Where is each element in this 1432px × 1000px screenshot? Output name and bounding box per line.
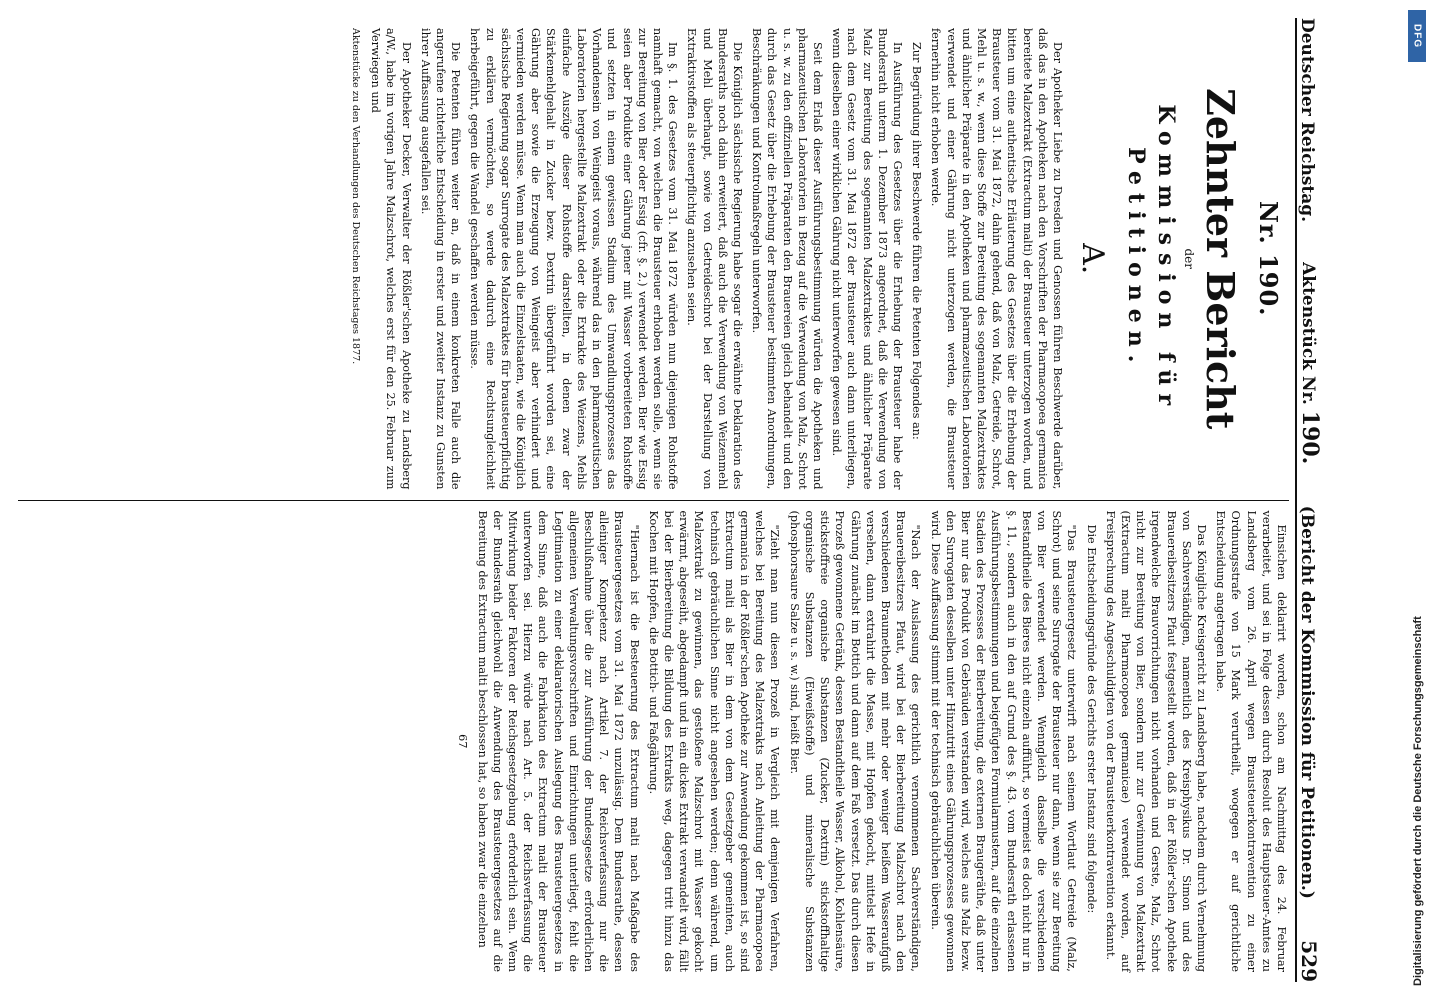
page-number: 529 [1297,940,1321,982]
report-title: Zehnter Bericht [1198,88,1243,430]
digitization-note: Digitalisierung gefördert durch die Deutsche Forschungsgemeinschaft [1412,616,1424,986]
dfg-logo: DFG [1408,10,1426,62]
right-column [18,500,1289,983]
text-columns [18,18,1289,982]
paragraph: Einsichen deklarirt worden, schon am Nachmittag des 24. Februar verarbeitet, und sei in Folge dessen durch Resolut des Hauptsteuer-Amtes zu Landsberg vom 26. April wegen Brausteuerkontravention zu einer Ordnungsstrafe von 15 Mark verurtheilt, wogegen er auf gerichtliche Entscheidung angetragen habe. [1214,510,1288,972]
header-document-number [1297,262,1323,464]
report-commission: Kommission für Petitionen. [1123,104,1179,414]
paragraph: Der Apotheker Liebe zu Dresden und Genossen führen Beschwerde darüber, daß das in den Apotheken nach den Vorschriften der Pharmacopoea germanica bereitete Malzextrakt (Extractum malti) der Brausteuer unterzogen worden, und bitten um eine authentische Erläuterung des Gesetzes über die Erhebung der Brausteuer vom 31. Mai 1872, dahin gehend, daß von Malz, Getreide, Schrot, Mehl u. s. w., wenn diese Stoffe zur Bereitung des sogenannten Malzextraktes und ähnlicher Präparate in den Apotheken und pharmazeutischen Laboratorien verwendet und einer Gährung nicht unterzogen werden, die Brausteuer fernerhin nicht erhoben werde. [929,28,1064,490]
paragraph: Zur Begründung ihrer Beschwerde führen die Petenten Folgendes an: [910,42,924,440]
paragraph: Die Petenten führen weiter an, daß in einem konkreten Falle auch die angerufene richterliche Entscheidung in erster und zweiter Instanz zu Gunsten ihrer Auffassung ausgefallen sei. [418,28,463,490]
sheet-signature: 67 [456,734,470,749]
paragraph: "Das Brausteuergesetz unterwirft nach seinem Wortlaut Getreide (Malz, Schrot) und seine Surrogate der Brausteuer nur dann, wenn sie zur Bereitung von Bier verwendet werden. Wenngleich dasselbe die verschiedenen Bestandtheile des Bieres nicht einzeln aufführt, so vermeist es doch nicht nur in §. 11., sondern auch in den auf Grund des §. 43. vom Bundesrath erlassenen Ausführungsbestimmungen und beigefügten Formularmustern, auf die einzelnen Stadien des Prozesses der Bierbereitung, die externen Braugeräthe, daß unter Bier nur das Produkt von Gebräuden verstanden wird, welches aus Malz bezw. den Surrogaten desselben unter Hinzutritt eines Gährungsprozesses gewonnen wird. Diese Auffassung stimmt mit der technisch gebräuchlichen überein. [928,510,1079,972]
report-number: Nr. 190. [1254,200,1283,317]
left-column [18,18,1289,500]
footnote: Aktenstücke zu den Verhandlungen des Deutschen Reichstages 1877. [350,28,362,365]
report-title-block [1075,28,1283,490]
paragraph: "Hiernach ist die Besteuerung des Extractum malti nach Maßgabe des Brausteuergesetzes vom 31. Mai 1872 unzulässig. Dem Bundesrathe, dessen alleiniger Kompetenz nach Artikel 7. der Reichsverfassung nur die Beschlußnahme über die zur Ausführung der Bundesgesetze erforderlichen allgemeinen Verwaltungsvorschriften und Einrichtungen unterliegt, fehlt die Legitimation zu einer deklaratorischen Auslegung des Brausteuergesetzes in dem Sinne, daß auch die Fabrikation des Extractum malti der Brausteuer unterworfen sei. Hierzu würde nach Art. 5. der Reichsverfassung die Mitwirkung beider Faktoren der Reichsgesetzgebung erforderlich sein. Wenn der Bundesrath gleichwohl die Anwendung des Brausteuergesetzes auf die Bereitung des Extractum malti beschlossen hat, so haben zwar die einzelnen [475,510,641,972]
paragraph: Im §. 1. des Gesetzes vom 31. Mai 1872 würden nun diejenigen Rohstoffe namhaft gemacht, von welchen die Brausteuer erhoben werden solle, wenn sie zur Bereitung von Bier oder Essig (cfr. §. 2.) verwendet werden. Bier wie Essig seien aber Produkte einer Gährung jener mit Wasser vorbereiteten Rohstoffe und setzten in einem gewissen Stadium des Umwandlungsprozesses das Vorhandensein von Weingeist voraus, während das in den pharmazeutischen Laboratorien hergestellte Malzextrakt oder die Extrakte des Weizens, Mehls einfache Auszüge dieser Rohstoffe darstellten, in denen zwar der Stärkemehlgehalt in Zucker bezw. Dextrin übergeführt worden sei, eine Gährung aber sowie die Erzeugung von Weingeist aber verhindert und vermieden werden müsse. Wenn man auch die Einzelstaaten, wie die Königlich sächsische Regierung sogar Surrogate des Malzextraktes für brausteuerpflichtig zu erklären vermöchten, so werde dadurch eine Rechtsungleichheit herbeigeführt, gegen die Wandel geschaffen werden müsse. [468,28,680,490]
report-title-der: der [1182,248,1196,270]
paragraph: Die Entscheidungsgründe des Gerichts erster Instanz sind folgende: [1084,524,1098,914]
paragraph: Seit dem Erlaß dieser Ausführungsbestimmung würden die Apotheken und pharmazeutischen Laboratorien in Bezug auf die Verwendung von Malz, Schrot u. s. w. zu den offizinellen Präparaten den Brauereien gleich behandelt und den durch das Gesetz über die Erhebung der Brausteuer bestimmten Anordnungen, Beschränkungen und Kontrolmaßregeln unterworfen. [750,28,824,490]
header-document-prefix: Aktenstück Nr. [1298,262,1318,405]
paragraph: "Nach der Auslassung des gerichtlich vernommenen Sachverständigen, Brauereibesitzers Pfaut, wird bei der Bierbereitung Malzschrot nach den verschiedenen Braumethoden mit mehr oder weniger heißem Wasseraufguß versehen, dann extrahirt die Masse, mit Hopfen gekocht, mittelst Hefe in Gährung zunächst im Bottich und dann auf dem Faß versetzt. Das durch diesen Prozeß gewonnene Getränk, dessen Bestandtheile Wasser, Alkohol, Kohlensäure, stickstoffreie organische Substanzen (Zucker, Dextrin) stickstoffhaltige organische Substanzen (Eiweißstoffe) und mineralische Substanzen (phosphorsaure Salze u. s. w.) sind, heißt Bier. [787,510,923,972]
page-header [1295,18,1337,982]
header-document-num: 190. [1297,410,1323,465]
paragraph: In Ausführung des Gesetzes über die Erhebung der Brausteuer habe der Bundesrath unterm 1. Dezember 1873 angeordnet, daß die Verwendung von Malz zur Bereitung des sogenannten Malzextraktes und ähnlicher Präparate nach dem Gesetz vom 31. Mai 1872 der Brausteuer auch dann unterliegen, wenn dieselben einer wirklichen Gährung nicht unterworfen gewesen sind. [830,28,904,490]
paragraph: "Zieht man nun diesen Prozeß in Vergleich mit demjenigen Verfahren, welches bei Bereitung des Malzextrakts nach Anleitung der Pharmacopoea germanica in der Rößler'schen Apotheke zur Anwendung gekommen ist, so sind Extractum malti als Bier in dem von dem Gesetzgeber gemeinten, auch technisch gebräuchlichen Sinne nicht angesehen werden; denn während, um Malzextrakt zu gewinnen, das gestoßene Malzschrot mit Wasser gekocht erwärmt, abgeseiht, abgedampft und in ein dickes Extrakt verwandelt wird, fällt bei der Bierbereitung die Bildung des Extrakts weg, dagegen tritt hinzu das Kochen mit Hopfen, die Bottich- und Faßgährung. [646,510,782,972]
paragraph: Die Königlich sächsische Regierung habe sogar die erwähnte Deklaration des Bundesraths noch dahin erweitert, daß auch die Verwendung von Weizenmehl und Mehl überhaupt, sowie von Getreideschrot bei der Darstellung von Extraktivstoffen als steuerpflichtig anzusehen seien. [685,28,744,490]
header-section-title: (Bericht der Kommission für Petitionen.) [1297,505,1317,899]
paragraph: Der Apotheker Decker, Verwalter der Rößler'schen Apotheke zu Landsberg a/W., habe im vorigen Jahre Malzschrot, welches erst für den 25. Februar zum Verwiegen und [369,28,413,490]
header-publication: Deutscher Reichstag. [1297,18,1317,223]
section-heading: A. [1075,243,1110,275]
paragraph: Das Königliche Kreisgericht zu Landsberg habe, nachdem durch Vernehmung von Sachverständigen, namentlich des Kreisphysikus Dr. Simon und des Brauereibesitzers Pfaut festgestellt worden, daß in der Rößler'schen Apotheke irgendwelche Brauvorrichtungen nicht vorhanden und Gerste, Malz, Schrot nicht zur Bereitung von Bier, sondern nur zur Gewinnung von Malzextrakt (Extractum malti Pharmacopoea germanicae) verwendet worden, auf Freisprechung des Angeschuldigten von der Brausteuerkontravention erkannt. [1103,510,1208,972]
